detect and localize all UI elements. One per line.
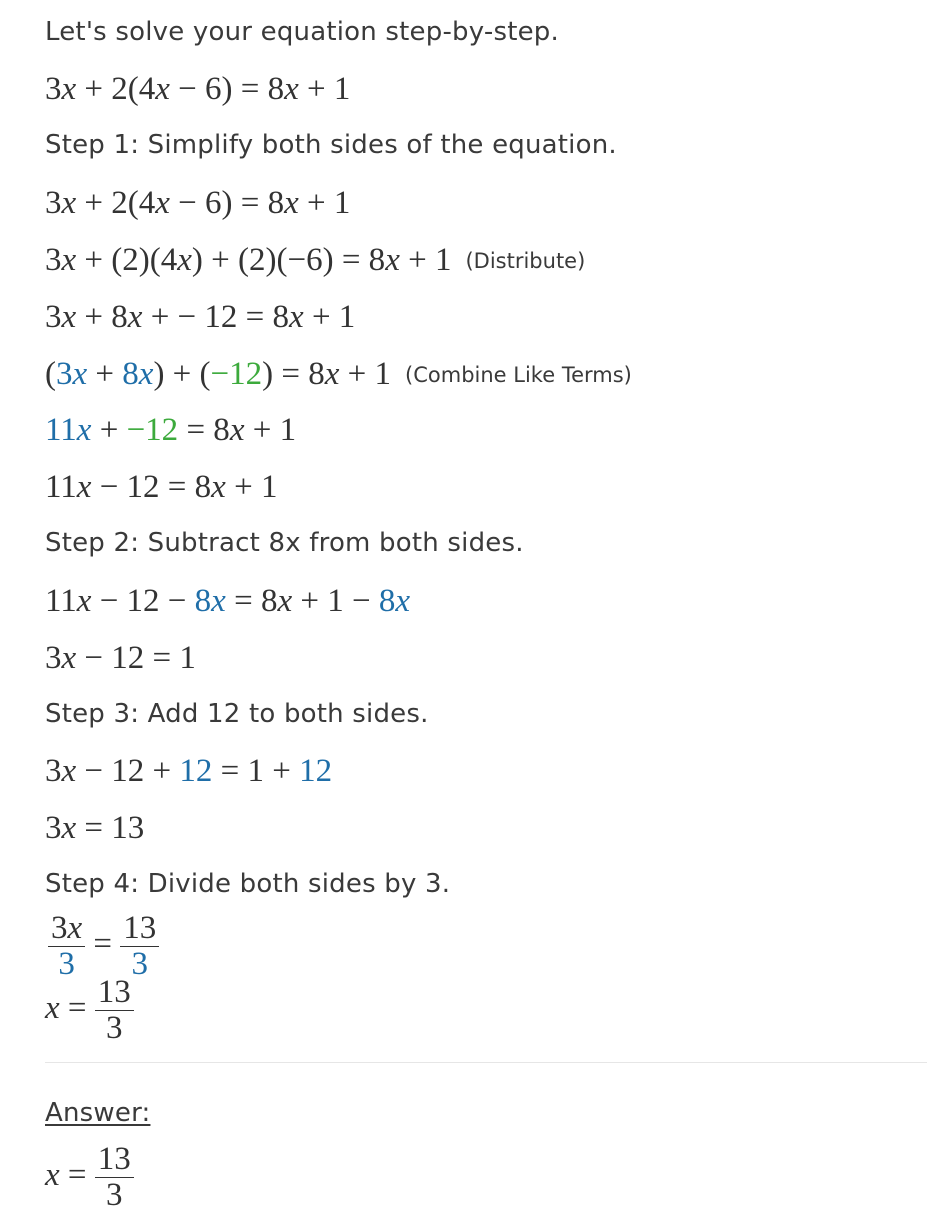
left-fraction: $\frac{3x}{3}$ — [48, 912, 85, 981]
intro-text: Let's solve your equation step-by-step. — [45, 17, 559, 47]
step1-equation-3: 3x + 8x + − 12 = 8x + 1 — [45, 299, 356, 335]
added-term-left: 12 — [179, 753, 213, 789]
step2-equation-1: 11x − 12 − 8x = 8x + 1 − 8x — [45, 583, 410, 619]
step1-equation-1: 3x + 2(4x − 6) = 8x + 1 — [45, 185, 351, 221]
step1-heading: Step 1: Simplify both sides of the equation. — [45, 130, 617, 160]
step1-equation-6: 11x − 12 = 8x + 1 — [45, 469, 278, 505]
combined-x-term: 11x — [45, 412, 92, 448]
answer-fraction: $\frac{13}{3}$ — [95, 1143, 134, 1212]
section-divider — [45, 1062, 927, 1063]
combined-constant: −12 — [126, 412, 179, 448]
step1-equation-5: 11x + −12 = 8x + 1 — [45, 412, 297, 448]
right-fraction: $\frac{13}{3}$ — [120, 912, 159, 981]
step1-equation-2: 3x + (2)(4x) + (2)(−6) = 8x + 1 (Distribute) — [45, 242, 586, 278]
step2-equation-2: 3x − 12 = 1 — [45, 640, 196, 676]
distribute-note: (Distribute) — [465, 249, 586, 273]
subtracted-term-right: 8x — [378, 583, 410, 619]
like-term-constant: −12 — [210, 356, 263, 392]
original-equation: 3x + 2(4x − 6) = 8x + 1 — [45, 71, 351, 107]
step4-heading: Step 4: Divide both sides by 3. — [45, 869, 451, 899]
subtracted-term-left: 8x — [194, 583, 226, 619]
step4-equation-1: $\frac{3x}{3}$ = $\frac{13}{3}$ — [48, 912, 159, 981]
combine-like-terms-note: (Combine Like Terms) — [405, 363, 632, 387]
final-answer: x = $\frac{13}{3}$ — [45, 1143, 134, 1212]
step3-equation-2: 3x = 13 — [45, 810, 145, 846]
answer-label: Answer: — [45, 1098, 151, 1128]
like-term-x-1: 3x — [56, 356, 88, 392]
step3-heading: Step 3: Add 12 to both sides. — [45, 699, 429, 729]
result-fraction: $\frac{13}{3}$ — [95, 976, 134, 1045]
added-term-right: 12 — [299, 753, 333, 789]
step3-equation-1: 3x − 12 + 12 = 1 + 12 — [45, 753, 333, 789]
step2-heading: Step 2: Subtract 8x from both sides. — [45, 528, 524, 558]
step1-equation-4: (3x + 8x) + (−12) = 8x + 1 (Combine Like Terms) — [45, 356, 632, 392]
step4-equation-2: x = $\frac{13}{3}$ — [45, 976, 134, 1045]
like-term-x-2: 8x — [122, 356, 154, 392]
